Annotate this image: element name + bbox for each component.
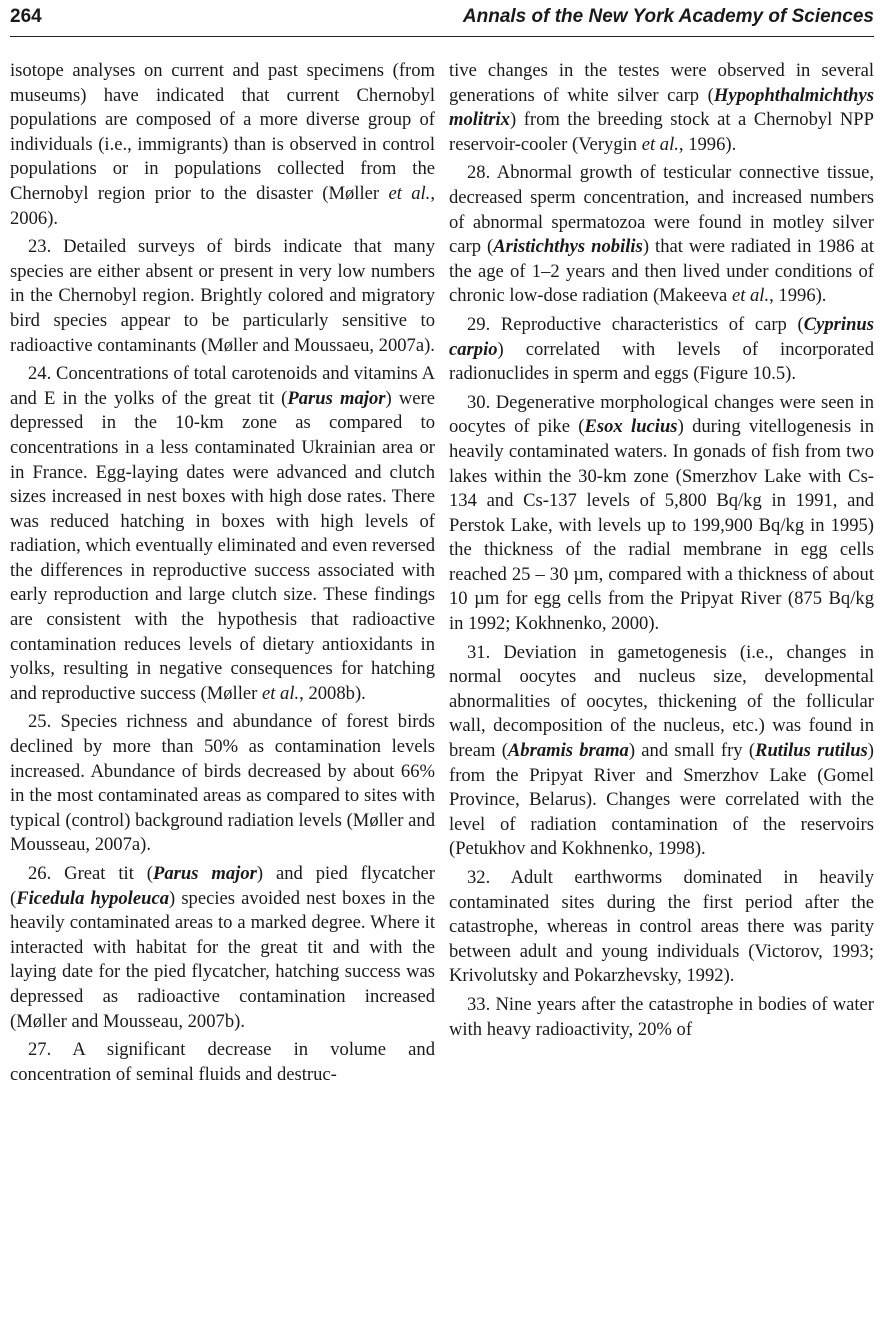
paragraph: tive changes in the testes were observed in several generations of white silver carp (Hypophthalmichthys molitrix) from the breeding stock at a Chernobyl NPP reservoir-cooler (Verygin et al., 1996). [449,60,874,155]
body-columns [10,59,874,1087]
page-number: 264 [10,6,42,27]
paragraph: 30. Degenerative morphological changes were seen in oocytes of pike (Esox lucius) during vitellogenesis in heavily contaminated waters. In gonads of fish from two lakes within the 30-km zone (Smerzhov Lake with Cs-134 and Cs-137 levels of 5,800 Bq/kg in 1991, and Perstok Lake, with levels up to 199,900 Bq/kg in 1995) the thickness of the radial membrane in egg cells reached 25 – 30 µm, compared with a thickness of about 10 µm for egg cells from the Pripyat River (875 Bq/kg in 1992; Kokhnenko, 2000). [449,391,874,635]
paragraph: 25. Species richness and abundance of forest birds declined by more than 50% as contamination levels increased. Abundance of birds decreased by about 66% in the most contaminated areas as compared to sites with typical (control) background radiation levels (Møller and Mousseau, 2007a). [10,711,435,856]
paragraph: 33. Nine years after the catastrophe in bodies of water with heavy radioactivity, 20% of [449,993,874,1040]
paragraph: 32. Adult earthworms dominated in heavily contaminated sites during the first period after the catastrophe, whereas in control areas there was parity between adult and young individuals (Victorov, 1993; Krivolutsky and Pokarzhevsky, 1992). [449,867,874,987]
running-head [10,6,874,37]
paragraph: 29. Reproductive characteristics of carp (Cyprinus carpio) correlated with levels of incorporated radionuclides in sperm and eggs (Figure 10.5). [449,313,874,385]
paragraph: 23. Detailed surveys of birds indicate that many species are either absent or present in very low numbers in the Chernobyl region. Brightly colored and migratory bird species appear to be particularly sensitive to radioactive contaminants (Møller and Moussaeu, 2007a). [10,236,435,356]
paragraph: 31. Deviation in gametogenesis (i.e., changes in normal oocytes and nucleus size, developmental abnormalities of oocytes, thickening of the follicular wall, decomposition of the nucleus, etc.) was found in bream (Abramis brama) and small fry (Rutilus rutilus) from the Pripyat River and Smerzhov Lake (Gomel Province, Belarus). Changes were correlated with the level of radiation contamination of the reservoirs (Petukhov and Kokhnenko, 1998). [449,641,874,860]
left-column [10,59,435,1087]
paragraph: 24. Concentrations of total carotenoids and vitamins A and E in the yolks of the great tit (Parus major) were depressed in the 10-km zone as compared to concentrations in a less contaminated Ukrainian area or in France. Egg-laying dates were advanced and clutch sizes increased in nest boxes with high dose rates. There was reduced hatching in boxes with high levels of radiation, which eventually eliminated and even reversed the differences in reproductive success associated with early reproduction and large clutch size. These findings are consistent with the hypothesis that radioactive contamination reduces levels of dietary antioxidants in yolks, resulting in negative consequences for hatching and reproductive success (Møller et al., 2008b). [10,363,435,704]
paragraph: isotope analyses on current and past specimens (from museums) have indicated that current Chernobyl populations are composed of a more diverse group of individuals (i.e., immigrants) than is observed in control populations or in populations collected from the Chernobyl region prior to the disaster (Møller et al., 2006). [10,60,435,229]
journal-name: Annals of the New York Academy of Sciences [462,6,874,27]
paragraph: 27. A significant decrease in volume and concentration of seminal fluids and destruc- [10,1039,435,1085]
paragraph: 26. Great tit (Parus major) and pied flycatcher (Ficedula hypoleuca) species avoided nest boxes in the heavily contaminated areas to a marked degree. Where it interacted with habitat for the great tit and with the laying date for the pied flycatcher, hatching success was depressed as radioactive contamination increased (Møller and Mousseau, 2007b). [10,863,435,1032]
right-column [449,59,874,1087]
paragraph: 28. Abnormal growth of testicular connective tissue, decreased sperm concentration, and increased numbers of abnormal spermatozoa were found in motley silver carp (Aristichthys nobilis) that were radiated in 1986 at the age of 1–2 years and then lived under conditions of chronic low-dose radiation (Makeeva et al., 1996). [449,162,874,307]
